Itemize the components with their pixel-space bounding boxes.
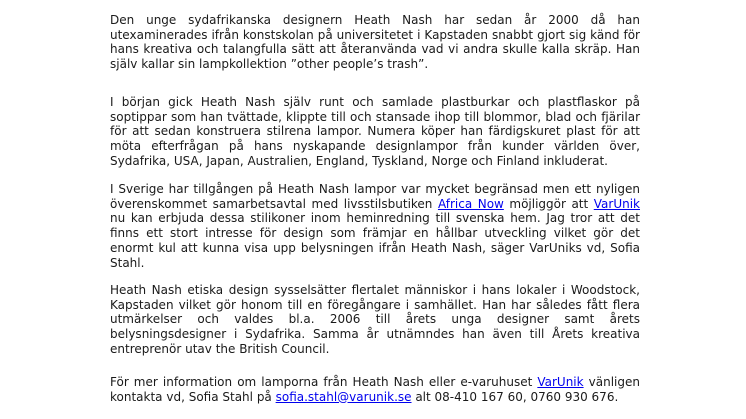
paragraph-contact: [110, 375, 640, 404]
paragraph-sweden: [110, 182, 640, 270]
paragraph-sweden-text-1: I Sverige har tillgången på Heath Nash lampor var mycket begränsad men ett nyligen överenskommet samarbetsavtal med livsstilsbutiken: [110, 182, 640, 211]
paragraph-intro: Den unge sydafrikanska designern Heath Nash har sedan år 2000 då han utexaminerades ifrån konstskolan på universitetet i Kapstaden snabbt gjort sig känd för hans kreativa och talangfulla sätt att återanvända vad vi andra skulle kalla skräp. Han själv kallar sin lampkollektion ”other people’s trash”.: [110, 13, 640, 72]
paragraph-contact-text-2: vänligen kontakta vd, Sofia Stahl på: [110, 375, 640, 404]
varunik-contact-link[interactable]: VarUnik: [537, 375, 584, 389]
africa-now-link[interactable]: Africa Now: [437, 196, 504, 211]
paragraph-contact-text-3: alt 08-410 167 60, 0760 930 676.: [411, 389, 619, 404]
paragraph-ethics: Heath Nash etiska design sysselsätter flertalet människor i hans lokaler i Woodstock, Kapstaden vilket gör honom till en föregångare i samhället. Han har således fått flera utmärkelser och valdes bl.a. 2006 till årets unga designer samt årets belysningsdesigner i Sydafrika. Samma år utnämndes han även till Årets kreativa entreprenör utav the British Council.: [110, 283, 640, 356]
email-link[interactable]: sofia.stahl@varunik.se: [275, 389, 412, 404]
paragraph-sweden-text-3: nu kan erbjuda dessa stilikoner inom heminredning till svenska hem. Jag tror att det finns ett stort intresse för design som främjar en hållbar utveckling vilket gör det enormt kul att kunna visa upp belysningen ifrån Heath Nash, säger VarUniks vd, Sofia Stahl.: [110, 211, 640, 270]
paragraph-contact-text-1: För mer information om lamporna från Heath Nash eller e-varuhuset: [110, 375, 538, 389]
paragraph-sweden-text-2: möjliggör att: [503, 196, 594, 211]
varunik-link[interactable]: VarUnik: [593, 196, 640, 211]
paragraph-history: I början gick Heath Nash själv runt och samlade plastburkar och plastflaskor på soptippar som han tvättade, klippte till och stansade ihop till blommor, blad och fjärilar för att sedan konstruera stilrena lampor. Numera köper han färdigskuret plast för att möta efterfrågan på hans nyskapande designlampor från kunder världen över, Sydafrika, USA, Japan, Australien, England, Tyskland, Norge och Finland inkluderat.: [110, 95, 640, 168]
